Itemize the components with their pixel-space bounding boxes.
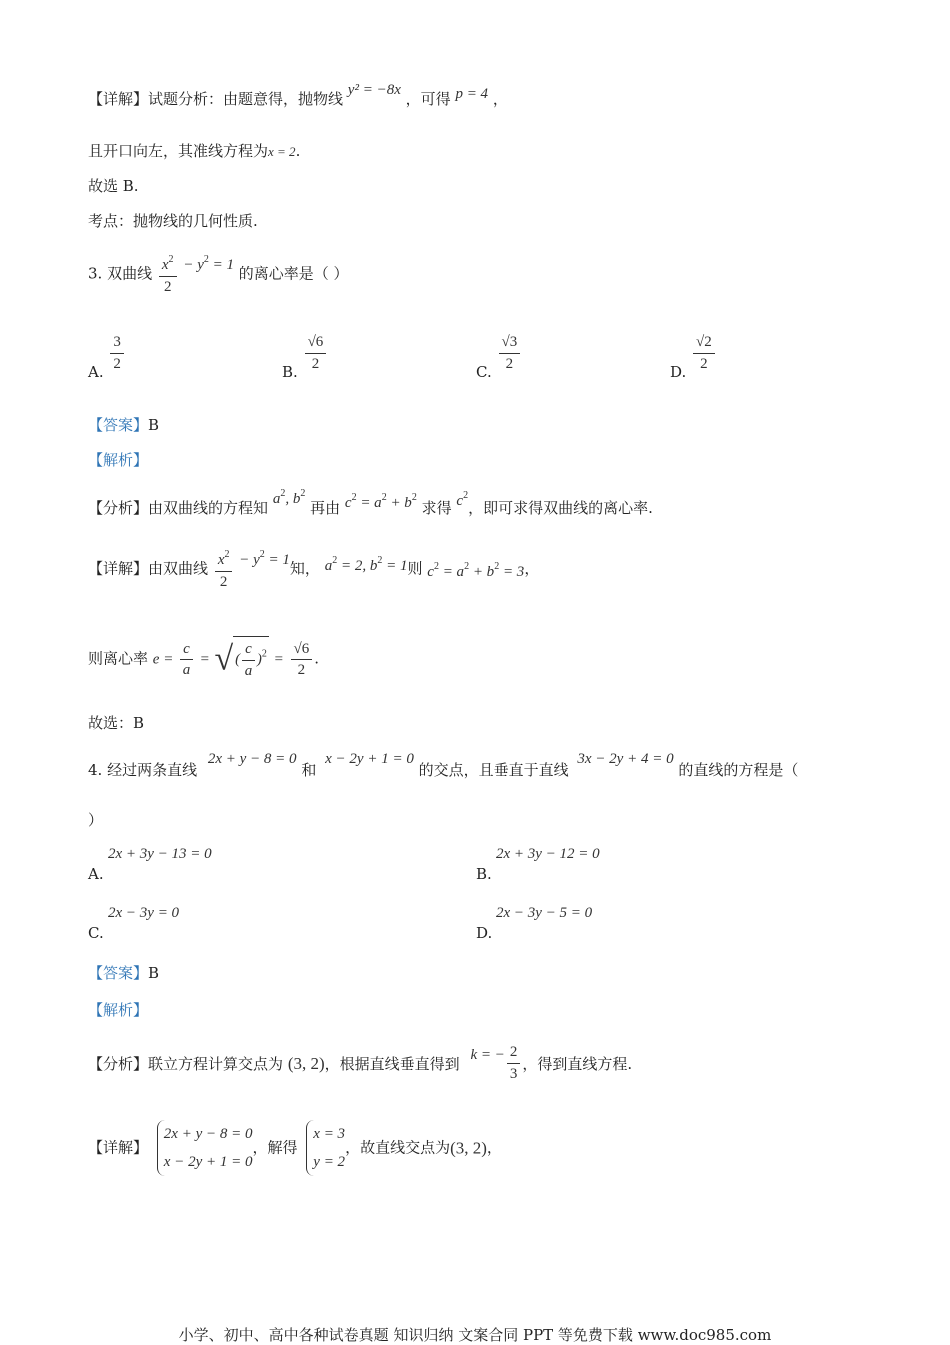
option-c[interactable] — [88, 905, 179, 942]
xiangjie-q4 — [88, 1120, 502, 1176]
tag: 【详解】 — [88, 1138, 149, 1157]
fenxi-q3: 【分析】由双曲线的方程知 $a^2$, $b^2$ 再由 $c^2 = a^2 + b^2$ 求得 $c^2$，即可求得双曲线的离心率. — [88, 488, 653, 517]
numerator: 3 — [110, 334, 124, 354]
detail-paragraph-1 — [88, 82, 508, 108]
text: 联立方程计算交点为 — [148, 1055, 284, 1073]
text: 知， — [289, 559, 320, 578]
footer: 小学、初中、高中各种试卷真题 知识归纳 文案合同 PPT 等免费下载 www.doc985.com — [178, 1326, 772, 1344]
text: ， — [492, 90, 508, 108]
eccentricity-line: 则离心率 e = $\frac{c}{a}$ = √ ( $\frac{c}{a}$ )$^2$ = $\frac{√6}{2}$ . — [88, 636, 319, 683]
text: ，根据直线垂直得到 — [324, 1055, 460, 1073]
option-equation: 2x − 3y − 5 = 0 — [496, 905, 593, 921]
equation: p = 4 — [455, 86, 489, 102]
text: 【详解】试题分析：由题意得，抛物线 — [88, 90, 344, 108]
text: 且开口向左，其准线方程为 — [88, 142, 269, 160]
text: ，得到直线方程. — [522, 1055, 633, 1073]
fraction — [499, 334, 521, 372]
question-4-close: ） — [88, 811, 104, 829]
text: 由双曲线 — [148, 559, 209, 578]
answer-value: B — [148, 964, 160, 982]
tag: 【分析】 — [88, 499, 149, 517]
text: ， — [486, 1138, 502, 1157]
denominator: 2 — [311, 355, 320, 372]
question-3: 3. 双曲线 $\frac{x^2}{2}$ − $y^2 = 1$ 的离心率是（ ） — [88, 253, 349, 295]
option-label: B. — [476, 865, 492, 883]
text: 则 — [407, 559, 423, 578]
answer-line-q3 — [88, 418, 159, 433]
answer-tag: 【答案】 — [88, 416, 149, 434]
analysis-tag-q4: 【解析】 — [88, 1001, 149, 1019]
tag: 【详解】 — [88, 559, 149, 578]
text: 和 — [301, 761, 317, 779]
system-brace — [157, 1120, 253, 1176]
question-4 — [88, 751, 799, 779]
equation: x − 2y + 1 = 0 — [163, 1154, 253, 1170]
option-d[interactable] — [670, 334, 717, 381]
point: (3, 2) — [450, 1138, 487, 1158]
option-d[interactable] — [476, 905, 592, 942]
text: ，解得 — [252, 1138, 298, 1157]
option-label: A. — [88, 363, 104, 381]
equation: x − 2y + 1 = 0 — [325, 751, 414, 767]
fraction: $\frac{x^2}{2}$ — [215, 549, 233, 590]
choose-line: 故选 B. — [88, 177, 139, 195]
text: 求得 — [421, 499, 452, 517]
question-number: 4. 经过两条直线 — [88, 761, 198, 779]
fraction: $\frac{x^2}{2}$ — [159, 254, 177, 295]
numerator: √2 — [693, 334, 715, 354]
xiangjie-q3: 【详解】由双曲线 $\frac{x^2}{2}$ − $y^2 = 1$知， $a^2 = 2$, $b^2 = 1$则 $c^2 = a^2 + b^2 = 3$， — [88, 548, 540, 590]
option-label: A. — [88, 865, 104, 883]
option-label: C. — [476, 363, 492, 381]
detail-paragraph-2 — [88, 144, 300, 159]
option-a[interactable] — [88, 334, 126, 381]
denominator: 2 — [700, 355, 708, 372]
answer-tag: 【答案】 — [88, 964, 149, 982]
equation: 3x − 2y + 4 = 0 — [577, 751, 674, 767]
option-b[interactable] — [476, 846, 600, 883]
option-a[interactable] — [88, 846, 212, 883]
choose-q3: 故选：B — [88, 714, 145, 732]
text: 由双曲线的方程知 — [148, 499, 269, 517]
option-label: B. — [282, 363, 298, 381]
numerator: √3 — [499, 334, 521, 354]
fraction — [693, 334, 715, 372]
equation: x = 2 — [268, 144, 296, 159]
answer-value: B — [148, 416, 160, 434]
option-label: D. — [670, 363, 687, 381]
text: ，即可求得双曲线的离心率. — [468, 499, 653, 517]
option-equation: 2x + 3y − 13 = 0 — [108, 846, 212, 862]
text: 的离心率是（ ） — [238, 264, 349, 283]
option-equation: 2x + 3y − 12 = 0 — [496, 846, 600, 862]
text: ，可得 — [405, 90, 451, 108]
point: (3, 2) — [287, 1054, 325, 1073]
equation: 2x + y − 8 = 0 — [207, 751, 297, 767]
option-c[interactable] — [476, 334, 522, 381]
text: 的直线的方程是（ — [678, 761, 799, 779]
question-number: 3. 双曲线 — [88, 264, 153, 283]
fraction — [110, 334, 124, 372]
text: . — [314, 649, 320, 668]
solution-brace — [306, 1120, 345, 1176]
text: 再由 — [310, 499, 341, 517]
option-label: D. — [476, 924, 493, 942]
fraction — [305, 334, 327, 372]
text: . — [295, 142, 301, 160]
denominator: 2 — [505, 355, 514, 372]
equation: k = − — [470, 1047, 505, 1063]
equation: y² = −8x — [347, 82, 401, 98]
text: 的交点，且垂直于直线 — [418, 761, 569, 779]
denominator: 2 — [113, 355, 121, 372]
option-b[interactable] — [282, 334, 328, 381]
text: 则离心率 — [88, 649, 149, 668]
answer-line-q4 — [88, 966, 159, 981]
analysis-tag-q3: 【解析】 — [88, 451, 149, 469]
keypoint-line: 考点：抛物线的几何性质. — [88, 212, 258, 230]
text: ，故直线交点为 — [345, 1138, 451, 1157]
numerator: √6 — [305, 334, 327, 354]
option-label: C. — [88, 924, 104, 942]
text: ， — [524, 559, 540, 578]
equation: y = 2 — [313, 1154, 346, 1170]
tag: 【分析】 — [88, 1055, 149, 1073]
fenxi-q4: 【分析】联立方程计算交点为 (3, 2)，根据直线垂直得到 k = − $\frac{2}{3}$ ，得到直线方程. — [88, 1044, 633, 1082]
option-equation: 2x − 3y = 0 — [108, 905, 180, 921]
equation: x = 3 — [313, 1126, 346, 1142]
equation: 2x + y − 8 = 0 — [163, 1126, 253, 1142]
